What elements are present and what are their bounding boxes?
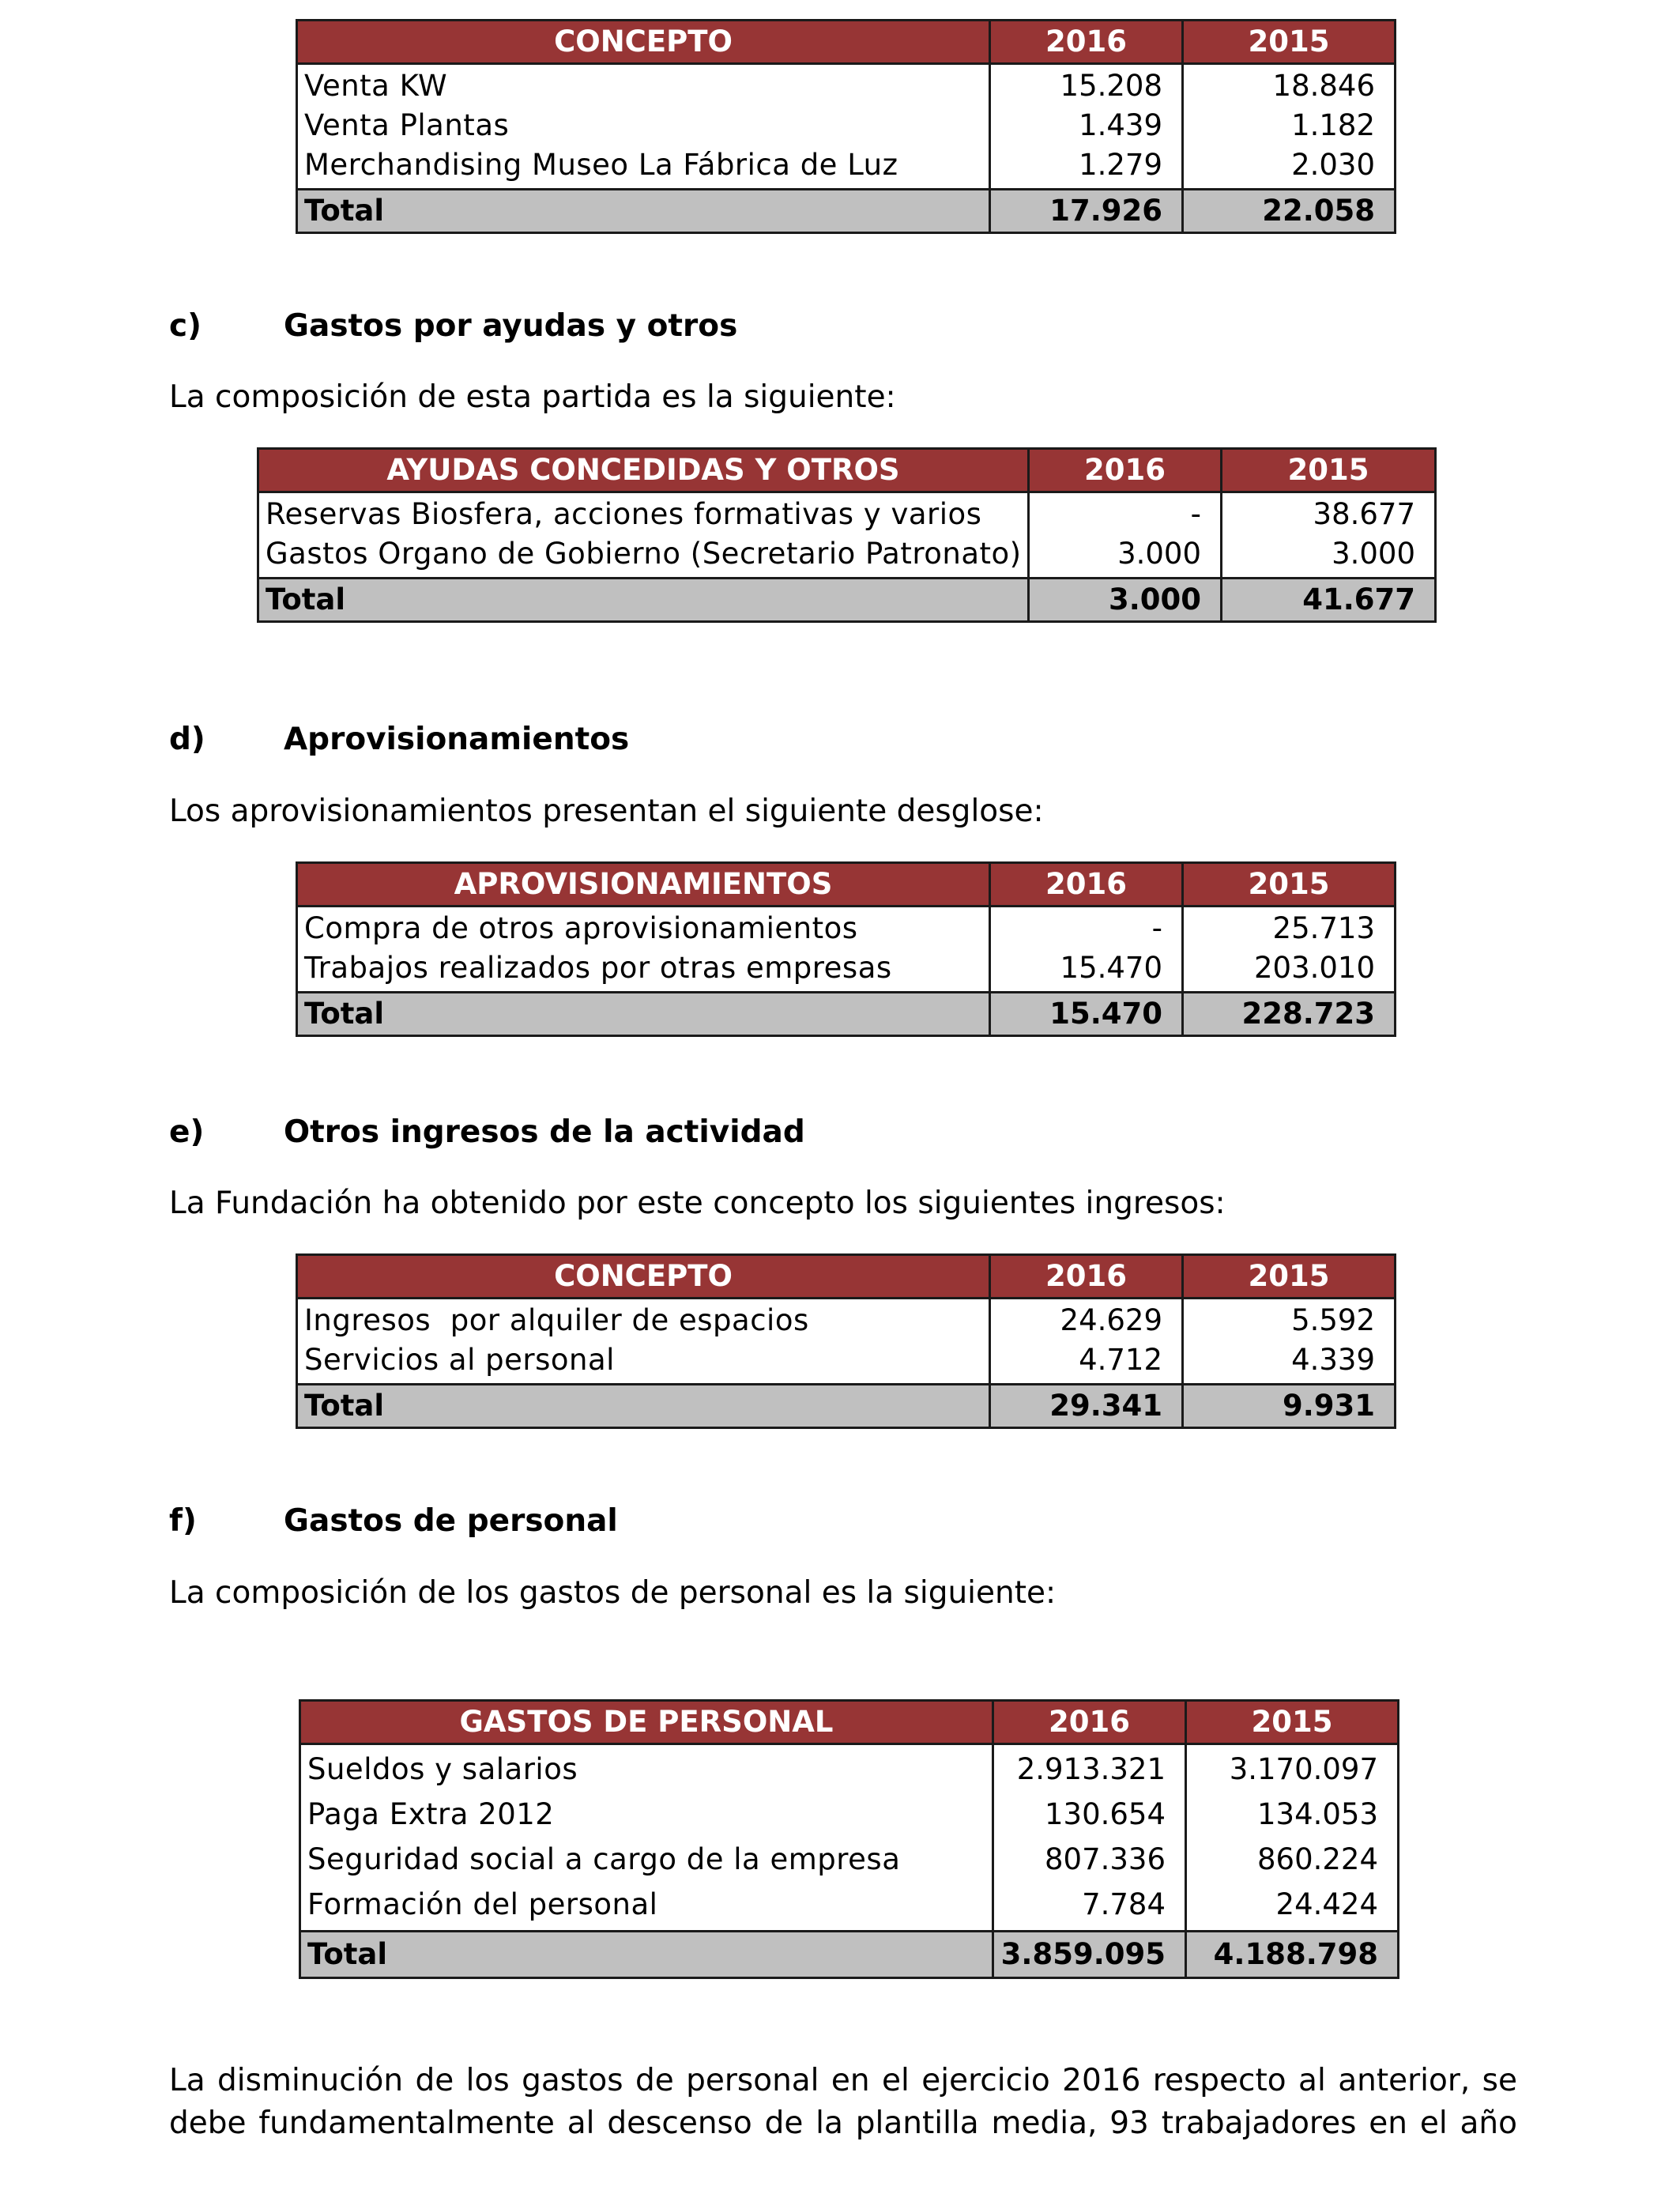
row-value-2016: 3.000 — [1029, 534, 1222, 579]
table-header-row — [258, 449, 1436, 492]
closing-line-1: La disminución de los gastos de personal en el ejercicio 2016 respecto al anterior, se — [169, 2063, 1517, 2098]
personnel-table — [299, 1699, 1399, 1979]
total-row — [258, 579, 1436, 622]
header-2015: 2015 — [1183, 1255, 1396, 1299]
row-value-2015: 3.000 — [1222, 534, 1436, 579]
closing-line-2: debe fundamentalmente al descenso de la plantilla media, 93 trabajadores en el año — [169, 2105, 1517, 2141]
section-intro-e: La Fundación ha obtenido por este concepto los siguientes ingresos: — [169, 1186, 1226, 1221]
row-value-2016: 1.439 — [990, 106, 1183, 145]
row-value-2016: 24.629 — [990, 1299, 1183, 1341]
row-label: Venta KW — [297, 64, 990, 107]
section-title: Aprovisionamientos — [284, 722, 630, 757]
row-value-2015: 18.846 — [1183, 64, 1396, 107]
total-label: Total — [258, 579, 1029, 622]
section-intro-c: La composición de esta partida es la siguiente: — [169, 379, 896, 415]
other-income-table — [296, 1253, 1396, 1429]
row-value-2016: 2.913.321 — [993, 1744, 1186, 1793]
table-row — [297, 106, 1396, 145]
header-concept: APROVISIONAMIENTOS — [297, 863, 990, 907]
row-value-2016: 807.336 — [993, 1837, 1186, 1882]
table-row — [258, 534, 1436, 579]
total-row — [297, 1385, 1396, 1428]
row-value-2016: - — [1029, 492, 1222, 535]
row-label: Paga Extra 2012 — [300, 1792, 993, 1837]
table-row — [300, 1882, 1399, 1932]
row-value-2015: 25.713 — [1183, 907, 1396, 949]
section-title: Gastos por ayudas y otros — [284, 308, 738, 344]
table-row — [297, 145, 1396, 190]
table-row — [300, 1837, 1399, 1882]
table-row — [300, 1744, 1399, 1793]
total-2015: 9.931 — [1183, 1385, 1396, 1428]
total-2016: 3.859.095 — [993, 1932, 1186, 1978]
row-label: Formación del personal — [300, 1882, 993, 1932]
header-concept: GASTOS DE PERSONAL — [300, 1701, 993, 1744]
sales-table — [296, 19, 1396, 234]
row-value-2015: 24.424 — [1186, 1882, 1399, 1932]
row-value-2016: 130.654 — [993, 1792, 1186, 1837]
row-label: Venta Plantas — [297, 106, 990, 145]
total-label: Total — [300, 1932, 993, 1978]
row-label: Seguridad social a cargo de la empresa — [300, 1837, 993, 1882]
row-label: Reservas Biosfera, acciones formativas y varios — [258, 492, 1029, 535]
section-intro-f: La composición de los gastos de personal es la siguiente: — [169, 1575, 1057, 1611]
row-value-2015: 134.053 — [1186, 1792, 1399, 1837]
row-label: Ingresos por alquiler de espacios — [297, 1299, 990, 1341]
row-value-2016: 15.208 — [990, 64, 1183, 107]
total-label: Total — [297, 190, 990, 233]
section-title: Gastos de personal — [284, 1503, 618, 1539]
table-row — [258, 492, 1436, 535]
total-label: Total — [297, 1385, 990, 1428]
row-value-2016: - — [990, 907, 1183, 949]
total-2015: 228.723 — [1183, 993, 1396, 1036]
row-label: Servicios al personal — [297, 1340, 990, 1385]
table-header-row — [297, 863, 1396, 907]
row-value-2016: 1.279 — [990, 145, 1183, 190]
row-value-2015: 1.182 — [1183, 106, 1396, 145]
header-2016: 2016 — [990, 863, 1183, 907]
total-2015: 4.188.798 — [1186, 1932, 1399, 1978]
total-label: Total — [297, 993, 990, 1036]
row-value-2016: 7.784 — [993, 1882, 1186, 1932]
row-value-2016: 4.712 — [990, 1340, 1183, 1385]
table-row — [300, 1792, 1399, 1837]
header-2016: 2016 — [993, 1701, 1186, 1744]
total-row — [297, 190, 1396, 233]
supplies-table — [296, 861, 1396, 1037]
section-title: Otros ingresos de la actividad — [284, 1114, 805, 1150]
table-row — [297, 907, 1396, 949]
header-concept: AYUDAS CONCEDIDAS Y OTROS — [258, 449, 1029, 492]
section-letter: e) — [169, 1114, 205, 1150]
table-row — [297, 1299, 1396, 1341]
header-2016: 2016 — [990, 21, 1183, 64]
table-row — [297, 948, 1396, 993]
header-2016: 2016 — [990, 1255, 1183, 1299]
total-row — [297, 993, 1396, 1036]
row-label: Trabajos realizados por otras empresas — [297, 948, 990, 993]
row-label: Sueldos y salarios — [300, 1744, 993, 1793]
section-letter: c) — [169, 308, 202, 344]
section-letter: f) — [169, 1503, 197, 1539]
total-2016: 3.000 — [1029, 579, 1222, 622]
row-label: Compra de otros aprovisionamientos — [297, 907, 990, 949]
header-2016: 2016 — [1029, 449, 1222, 492]
row-value-2015: 860.224 — [1186, 1837, 1399, 1882]
header-2015: 2015 — [1186, 1701, 1399, 1744]
aid-table — [257, 447, 1437, 623]
section-letter: d) — [169, 722, 205, 757]
table-row — [297, 64, 1396, 107]
table-header-row — [297, 21, 1396, 64]
total-row — [300, 1932, 1399, 1978]
total-2016: 17.926 — [990, 190, 1183, 233]
total-2016: 29.341 — [990, 1385, 1183, 1428]
total-2016: 15.470 — [990, 993, 1183, 1036]
section-intro-d: Los aprovisionamientos presentan el siguiente desglose: — [169, 794, 1044, 829]
row-value-2015: 3.170.097 — [1186, 1744, 1399, 1793]
row-value-2015: 2.030 — [1183, 145, 1396, 190]
table-row — [297, 1340, 1396, 1385]
row-value-2015: 4.339 — [1183, 1340, 1396, 1385]
row-value-2015: 38.677 — [1222, 492, 1436, 535]
total-2015: 41.677 — [1222, 579, 1436, 622]
row-label: Gastos Organo de Gobierno (Secretario Patronato) — [258, 534, 1029, 579]
table-header-row — [300, 1701, 1399, 1744]
row-label: Merchandising Museo La Fábrica de Luz — [297, 145, 990, 190]
row-value-2015: 203.010 — [1183, 948, 1396, 993]
total-2015: 22.058 — [1183, 190, 1396, 233]
closing-paragraph — [169, 2060, 1517, 2145]
row-value-2016: 15.470 — [990, 948, 1183, 993]
header-2015: 2015 — [1183, 863, 1396, 907]
header-concept: CONCEPTO — [297, 21, 990, 64]
header-2015: 2015 — [1183, 21, 1396, 64]
row-value-2015: 5.592 — [1183, 1299, 1396, 1341]
table-header-row — [297, 1255, 1396, 1299]
header-concept: CONCEPTO — [297, 1255, 990, 1299]
header-2015: 2015 — [1222, 449, 1436, 492]
